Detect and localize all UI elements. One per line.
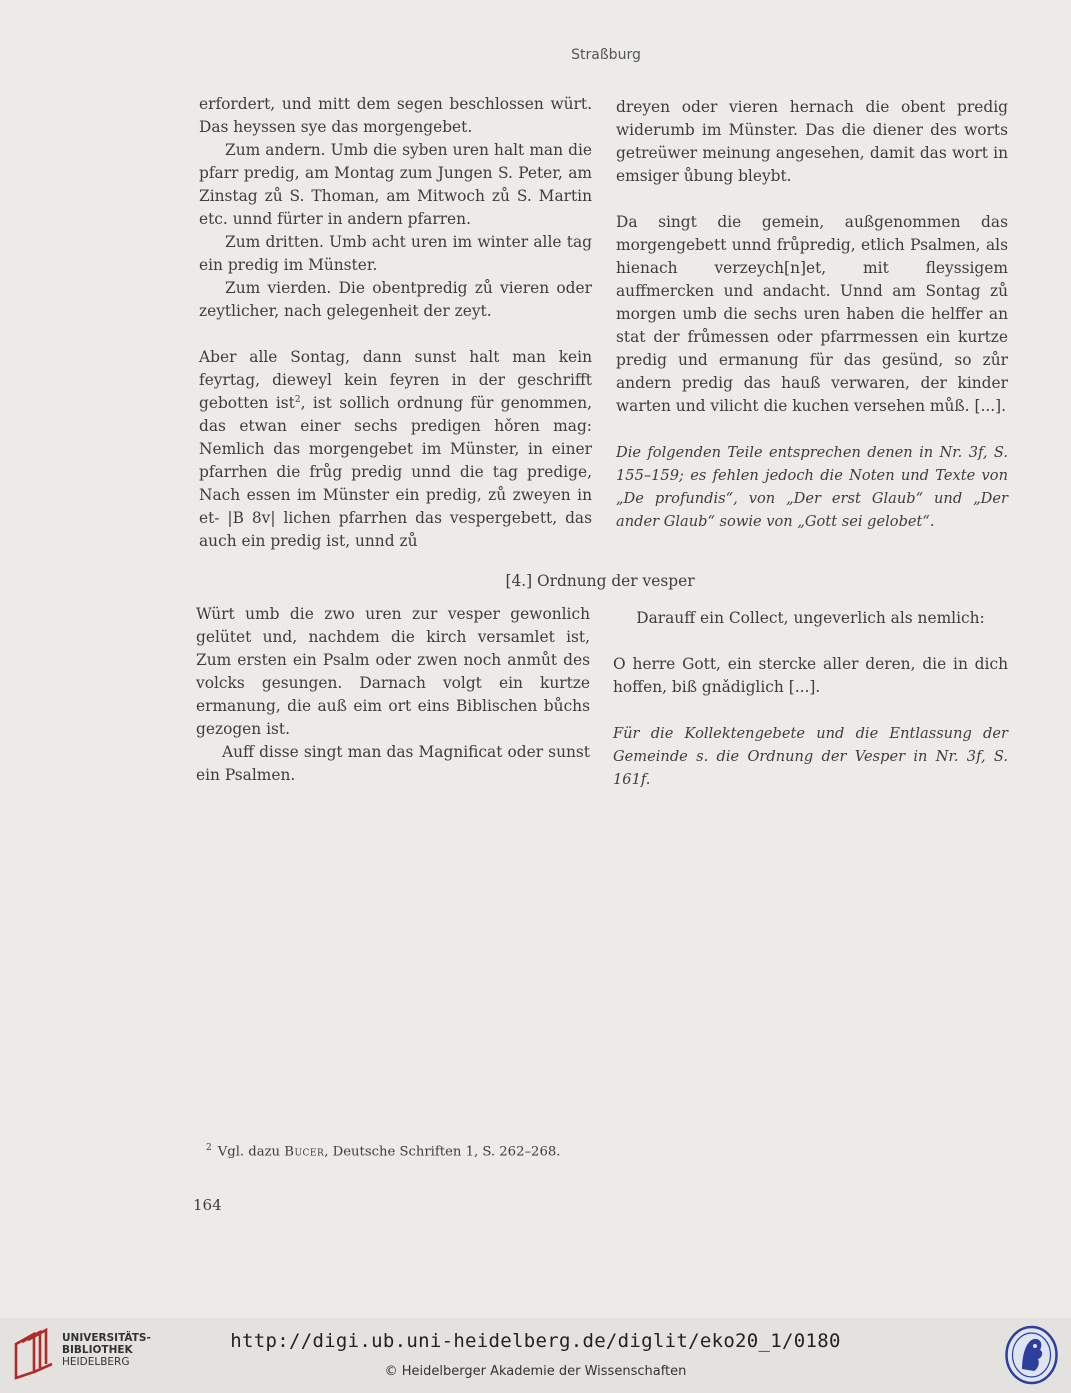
footnote-mark: 2 bbox=[206, 1143, 212, 1153]
section-heading: [4.] Ordnung der vesper bbox=[505, 572, 695, 590]
right-column-lower bbox=[613, 607, 1008, 791]
page-number: 164 bbox=[193, 1196, 222, 1214]
footnote bbox=[206, 1138, 706, 1162]
paragraph: Auff disse singt man das Magnificat oder sunst ein Psalmen. bbox=[196, 743, 590, 784]
footnote-reference: 2 bbox=[294, 394, 301, 405]
footnote-rest: , Deutsche Schriften 1, S. 262–268. bbox=[324, 1144, 561, 1160]
library-name-line: BIBLIOTHEK bbox=[62, 1344, 133, 1356]
paragraph-with-footnote bbox=[199, 346, 592, 553]
left-column-lower bbox=[196, 603, 590, 787]
paragraph: Da singt die gemein, außgenommen das morgengebett unnd frůpredig, etlich Psalmen, als hienach verzeych[n]et, mit fleyssigem auffmercken und andacht. Unnd am Sontag zů morgen umb die sechs uren haben die helffer an stat der frůmessen oder pfarrmessen ein kurtze predig und ermanung für das gesünd, so zůr andern predig das hauß verwaren, der kinder warten und vilicht die kuchen versehen můß. [...]. bbox=[616, 213, 1008, 415]
running-head: Straßburg bbox=[571, 47, 641, 63]
paragraph: Zum dritten. Umb acht uren im winter alle tag ein predig im Münster. bbox=[199, 233, 592, 274]
footer-bar bbox=[0, 1318, 1071, 1393]
copyright-notice: © Heidelberger Akademie der Wissenschaften bbox=[384, 1364, 687, 1379]
academy-seal-icon[interactable] bbox=[1004, 1325, 1059, 1385]
paragraph: erfordert, und mitt dem segen beschlossen würt. Das heyssen sye das morgengebet. bbox=[199, 95, 592, 136]
editorial-note: Die folgenden Teile entsprechen denen in Nr. 3f, S. 155–159; es fehlen jedoch die Noten und Texte von „De profundis“, von „Der erst Glaub“ und „Der ander Glaub“ sowie von „Gott sei gelobet“. bbox=[616, 444, 1008, 530]
paragraph: dreyen oder vieren hernach die obent predig widerumb im Münster. Das die diener des worts getreüwer meinung angesehen, damit das wort in emsiger ůbung bleybt. bbox=[616, 98, 1008, 185]
prayer-text: O herre Gott, ein stercke aller deren, die in dich hoffen, biß gnǎdiglich [...]. bbox=[613, 655, 1008, 696]
editorial-note: Für die Kollektengebete und die Entlassung der Gemeinde s. die Ordnung der Vesper in Nr. 3f, S. 161f. bbox=[613, 725, 1008, 788]
paragraph: Zum vierden. Die obentpredig zů vieren oder zeytlicher, nach gelegenheit der zeyt. bbox=[199, 279, 592, 320]
permalink-url[interactable]: http://digi.ub.uni-heidelberg.de/diglit/eko20_1/0180 bbox=[230, 1330, 841, 1352]
right-column-upper bbox=[616, 96, 1008, 533]
paragraph: Darauff ein Collect, ungeverlich als nemlich: bbox=[636, 609, 985, 627]
footnote-author: Bucer bbox=[284, 1144, 325, 1160]
footnote-prefix: Vgl. dazu bbox=[217, 1144, 281, 1160]
paragraph-text: , ist sollich ordnung für genommen, das etwan einer sechs predigen hǒren mag: Nemlich das morgengebet im Münster, in einer pfarrhen die frůg predig unnd die tag predige, Nach essen im Münster ein predig, zů zweyen in et- |B 8v| lichen pfarrhen das vespergebett, das auch ein predig ist, unnd zů bbox=[199, 394, 592, 550]
paragraph: Würt umb die zwo uren zur vesper gewonlich gelütet und, nachdem die kirch versamlet ist, Zum ersten ein Psalm oder zwen noch anmůt des volcks gesungen. Darnach volgt ein kurtze ermanung, die auß eim ort eins Biblischen bůchs gezogen ist. bbox=[196, 605, 590, 738]
paragraph: Zum andern. Umb die syben uren halt man die pfarr predig, am Montag zum Jungen S. Peter, am Zinstag zů S. Thoman, am Mitwoch zů S. Martin etc. unnd fürter in andern pfarren. bbox=[199, 141, 592, 228]
library-name-line: UNIVERSITÄTS- bbox=[62, 1332, 151, 1344]
paragraph-text: Aber alle Sontag, dann sunst halt man kein feyrtag, dieweyl kein feyren in der geschrifft gebotten ist bbox=[199, 348, 592, 412]
left-column-upper bbox=[199, 93, 592, 553]
library-name-line: HEIDELBERG bbox=[62, 1356, 130, 1368]
